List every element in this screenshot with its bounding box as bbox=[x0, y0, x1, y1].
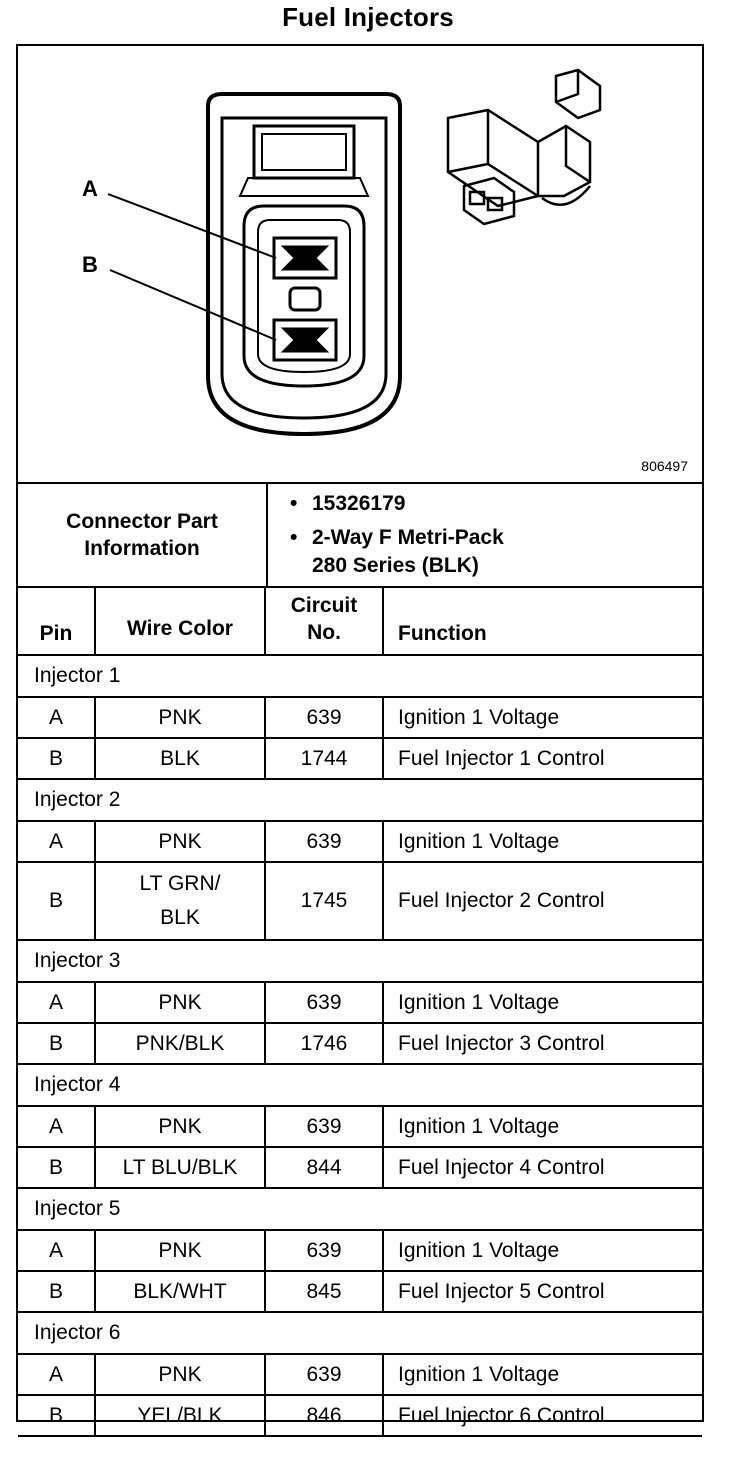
connector-description bbox=[290, 524, 504, 580]
pin-cell: A bbox=[18, 1107, 96, 1146]
pin-cell: B bbox=[18, 1024, 96, 1063]
figure-id: 806497 bbox=[641, 458, 688, 474]
table-row bbox=[18, 739, 702, 780]
connector-info-label-line2: Information bbox=[84, 537, 200, 560]
group-label: Injector 5 bbox=[34, 1197, 121, 1220]
circuit-cell: 639 bbox=[266, 1107, 384, 1146]
group-label: Injector 6 bbox=[34, 1321, 121, 1344]
group-label: Injector 3 bbox=[34, 949, 121, 972]
wire-color-line1: PNK bbox=[158, 705, 202, 729]
wire-color-line1: BLK bbox=[160, 746, 200, 770]
header-circuit-line1: Circuit bbox=[290, 594, 358, 617]
pin-cell: B bbox=[18, 863, 96, 939]
circuit-cell: 639 bbox=[266, 1231, 384, 1270]
group-label: Injector 4 bbox=[34, 1073, 121, 1096]
pin-cell: A bbox=[18, 698, 96, 737]
group-row bbox=[18, 941, 702, 983]
circuit-cell: 639 bbox=[266, 822, 384, 861]
wire-color-line1: PNK bbox=[158, 1114, 202, 1138]
group-label: Injector 1 bbox=[34, 664, 121, 687]
group-row bbox=[18, 1065, 702, 1107]
part-number bbox=[290, 490, 406, 518]
group-row bbox=[18, 780, 702, 822]
pin-cell: A bbox=[18, 822, 96, 861]
pin-cell: A bbox=[18, 1231, 96, 1270]
wire-color-cell bbox=[96, 822, 266, 861]
function-cell: Fuel Injector 6 Control bbox=[398, 1403, 605, 1427]
pin-cell: B bbox=[18, 739, 96, 778]
table-row bbox=[18, 1231, 702, 1272]
pin-cell: B bbox=[18, 1148, 96, 1187]
table-row bbox=[18, 1107, 702, 1148]
pin-cell: B bbox=[18, 1272, 96, 1311]
circuit-cell: 846 bbox=[266, 1396, 384, 1435]
part-number-text: 15326179 bbox=[312, 492, 406, 515]
bullet-icon: • bbox=[290, 492, 298, 515]
connector-description-line2: 280 Series (BLK) bbox=[312, 554, 479, 577]
function-cell: Ignition 1 Voltage bbox=[398, 1238, 560, 1262]
connector-part-info bbox=[18, 484, 702, 588]
wire-color-cell bbox=[96, 1396, 266, 1435]
wire-color-line2: BLK bbox=[160, 906, 200, 929]
wire-color-line1: PNK bbox=[158, 1238, 202, 1262]
header-pin: Pin bbox=[18, 586, 96, 654]
pin-cell: A bbox=[18, 983, 96, 1022]
table-row bbox=[18, 983, 702, 1024]
circuit-cell: 1745 bbox=[266, 863, 384, 939]
function-cell: Fuel Injector 1 Control bbox=[398, 746, 605, 770]
function-cell: Fuel Injector 5 Control bbox=[398, 1279, 605, 1303]
table-row bbox=[18, 1272, 702, 1313]
circuit-cell: 845 bbox=[266, 1272, 384, 1311]
wire-color-line1: YEL/BLK bbox=[137, 1403, 223, 1427]
table-row bbox=[18, 1148, 702, 1189]
table-row bbox=[18, 1355, 702, 1396]
connector-figure bbox=[18, 46, 702, 484]
group-row bbox=[18, 1313, 702, 1355]
function-cell: Fuel Injector 2 Control bbox=[398, 889, 605, 912]
table-row bbox=[18, 863, 702, 941]
wire-color-cell bbox=[96, 1231, 266, 1270]
function-cell: Ignition 1 Voltage bbox=[398, 990, 560, 1014]
wire-color-cell bbox=[96, 739, 266, 778]
table-row bbox=[18, 822, 702, 863]
header-wire-color: Wire Color bbox=[96, 586, 266, 654]
wire-color-line1: LT GRN/ bbox=[139, 872, 221, 895]
wire-color-cell bbox=[96, 1355, 266, 1394]
circuit-cell: 1746 bbox=[266, 1024, 384, 1063]
function-cell: Ignition 1 Voltage bbox=[398, 829, 560, 853]
wire-color-line1: PNK bbox=[158, 1362, 202, 1386]
group-row bbox=[18, 656, 702, 698]
wire-color-cell bbox=[96, 1107, 266, 1146]
header-function: Function bbox=[398, 622, 487, 645]
pin-cell: B bbox=[18, 1396, 96, 1435]
wire-color-line1: PNK/BLK bbox=[135, 1031, 225, 1055]
connector-description-line1: 2-Way F Metri-Pack bbox=[312, 526, 504, 549]
wire-color-cell bbox=[96, 1272, 266, 1311]
pin-b-callout: B bbox=[82, 252, 98, 277]
function-cell: Ignition 1 Voltage bbox=[398, 1362, 560, 1386]
table-row bbox=[18, 1396, 702, 1437]
wire-color-line1: PNK bbox=[158, 829, 202, 853]
wire-color-line1: LT BLU/BLK bbox=[122, 1155, 238, 1179]
wire-color-cell bbox=[96, 698, 266, 737]
group-label: Injector 2 bbox=[34, 788, 121, 811]
circuit-cell: 844 bbox=[266, 1148, 384, 1187]
wire-color-cell bbox=[96, 863, 266, 939]
connector-info-label bbox=[18, 484, 268, 586]
connector-drawing bbox=[18, 46, 702, 482]
wire-color-cell bbox=[96, 983, 266, 1022]
function-cell: Fuel Injector 3 Control bbox=[398, 1031, 605, 1055]
header-circuit-line2: No. bbox=[307, 621, 341, 644]
connector-info-values bbox=[268, 484, 702, 586]
connector-side-view bbox=[448, 70, 600, 224]
circuit-cell: 639 bbox=[266, 698, 384, 737]
group-row bbox=[18, 1189, 702, 1231]
wire-color-line1: BLK/WHT bbox=[133, 1279, 227, 1303]
circuit-cell: 1744 bbox=[266, 739, 384, 778]
pin-cell: A bbox=[18, 1355, 96, 1394]
function-cell: Ignition 1 Voltage bbox=[398, 1114, 560, 1138]
wire-color-line1: PNK bbox=[158, 990, 202, 1014]
table-row bbox=[18, 1024, 702, 1065]
header-circuit bbox=[266, 586, 384, 654]
function-cell: Ignition 1 Voltage bbox=[398, 705, 560, 729]
page-title: Fuel Injectors bbox=[282, 2, 454, 32]
wire-color-cell bbox=[96, 1148, 266, 1187]
circuit-cell: 639 bbox=[266, 1355, 384, 1394]
table-header bbox=[18, 586, 702, 656]
table-row bbox=[18, 698, 702, 739]
connector-sheet bbox=[16, 44, 704, 1427]
pin-a-callout: A bbox=[82, 176, 98, 201]
bullet-icon: • bbox=[290, 526, 298, 549]
function-cell: Fuel Injector 4 Control bbox=[398, 1155, 605, 1179]
wire-color-cell bbox=[96, 1024, 266, 1063]
connector-info-label-line1: Connector Part bbox=[66, 510, 218, 533]
circuit-cell: 639 bbox=[266, 983, 384, 1022]
